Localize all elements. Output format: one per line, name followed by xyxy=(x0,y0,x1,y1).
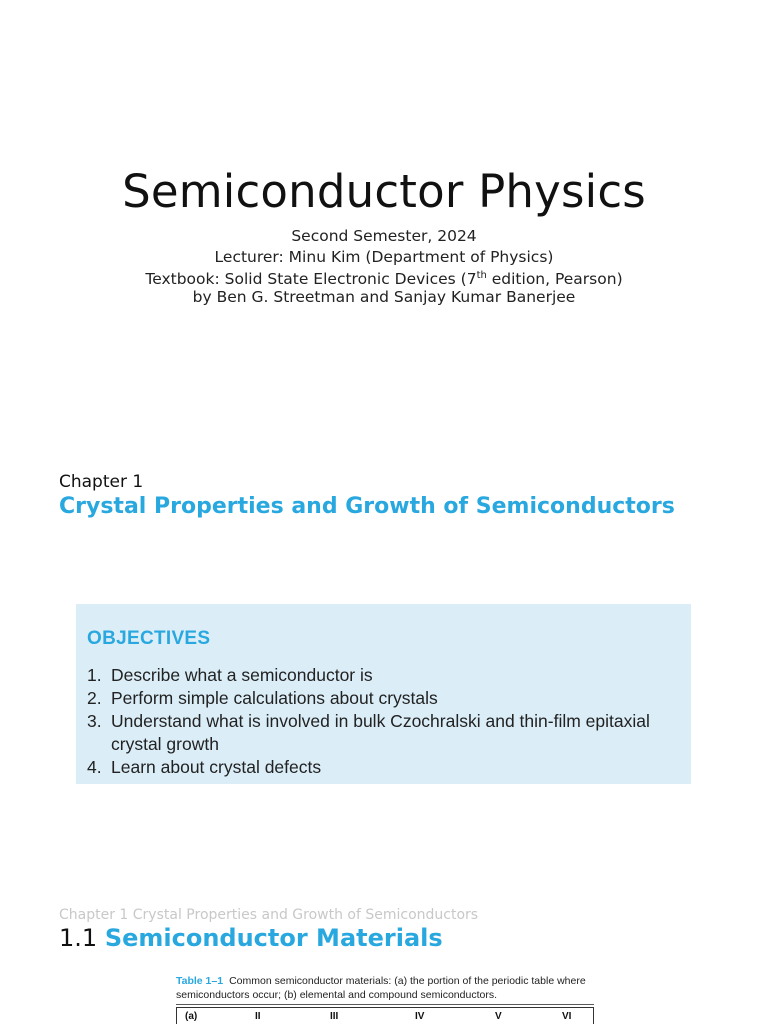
objective-number: 3. xyxy=(87,711,102,731)
objective-item xyxy=(87,687,687,710)
objective-number: 1. xyxy=(87,665,102,685)
table-header-row xyxy=(176,1007,594,1024)
table-header-cell: VI xyxy=(562,1011,572,1022)
textbook-text: Textbook: Solid State Electronic Devices (7 xyxy=(145,270,477,288)
objective-text: Understand what is involved in bulk Czochralski and thin-film epitaxial crystal growth xyxy=(111,711,650,754)
document-title: Semiconductor Physics xyxy=(122,165,646,218)
objectives-box xyxy=(76,604,691,784)
table-header-cell: IV xyxy=(415,1011,425,1022)
table-tag: Table 1–1 xyxy=(176,975,224,987)
objectives-list xyxy=(87,664,687,779)
objective-text: Perform simple calculations about crystals xyxy=(111,688,438,708)
section-breadcrumb: Chapter 1 Crystal Properties and Growth of Semiconductors xyxy=(59,907,479,923)
section-heading xyxy=(59,924,443,952)
section-name: Semiconductor Materials xyxy=(104,924,443,952)
objective-item xyxy=(87,756,687,779)
chapter-title: Crystal Properties and Growth of Semiconductors xyxy=(59,494,675,519)
table-header-cell: III xyxy=(330,1011,339,1022)
section-number: 1.1 xyxy=(59,924,98,952)
table-header-cell: V xyxy=(495,1011,502,1022)
objective-number: 4. xyxy=(87,757,102,777)
objective-item xyxy=(87,664,687,687)
table-header-cell: II xyxy=(255,1011,261,1022)
table-caption-text: Common semiconductor materials: (a) the portion of the periodic table where semiconductors occur; (b) elemental and compound semiconductors. xyxy=(176,975,586,1001)
objective-text: Describe what a semiconductor is xyxy=(111,665,373,685)
objective-text: Learn about crystal defects xyxy=(111,757,322,777)
edition-superscript: th xyxy=(476,269,487,281)
table-caption xyxy=(176,974,606,1002)
objective-number: 2. xyxy=(87,688,102,708)
semester-line: Second Semester, 2024 xyxy=(291,227,477,245)
objectives-heading: OBJECTIVES xyxy=(87,628,211,649)
textbook-text-end: edition, Pearson) xyxy=(486,270,623,288)
objective-item xyxy=(87,710,687,756)
chapter-label: Chapter 1 xyxy=(59,472,144,492)
authors-line: by Ben G. Streetman and Sanjay Kumar Banerjee xyxy=(192,288,576,306)
table-header-cell: (a) xyxy=(185,1011,198,1022)
textbook-line xyxy=(0,270,768,288)
lecturer-line: Lecturer: Minu Kim (Department of Physics) xyxy=(214,248,554,266)
